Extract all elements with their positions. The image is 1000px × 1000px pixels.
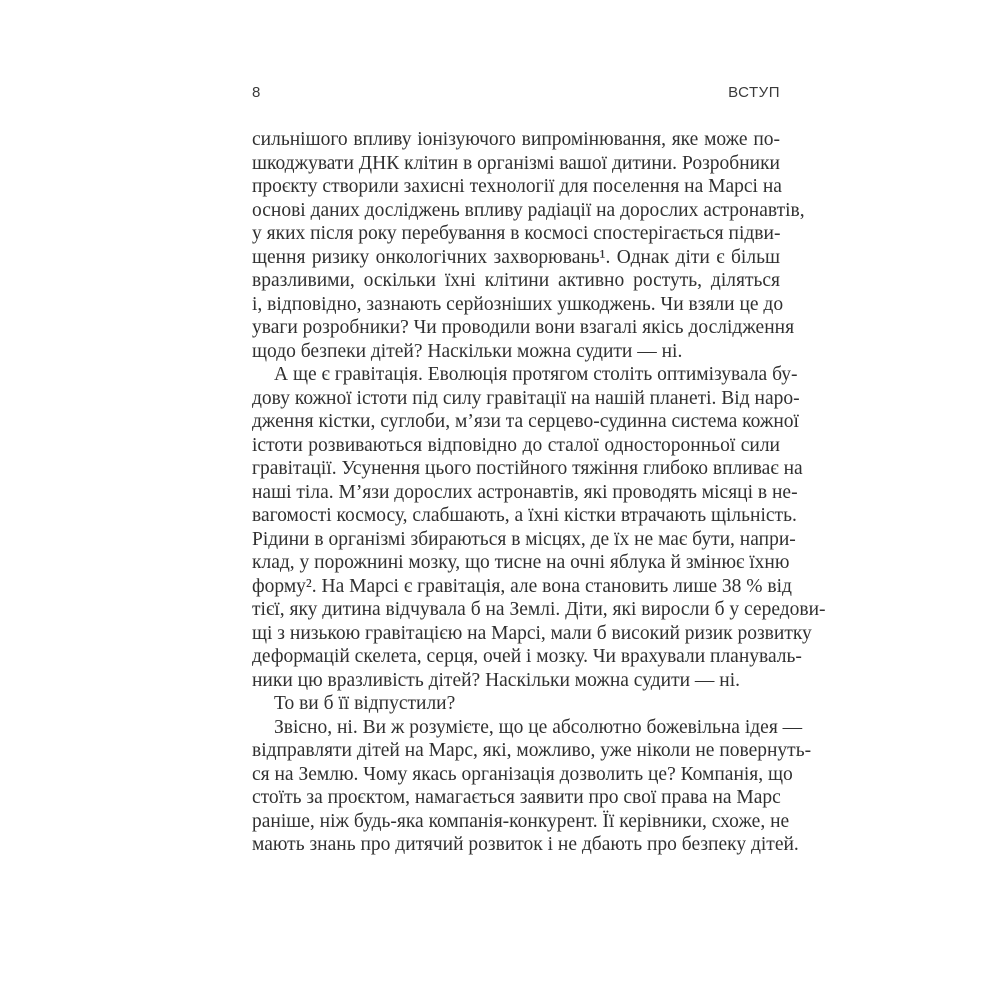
text-line: у яких після року перебування в космосі спостерігається підви- (252, 223, 781, 244)
text-line: і, відповідно, зазнають серйозніших ушкоджень. Чи взяли це до (252, 293, 784, 315)
body-text (252, 128, 826, 857)
text-line: щення ризику онкологічних захворювань¹. Однак діти є більш (252, 246, 780, 268)
text-line: дову кожної істоти під силу гравітації на нашій планеті. Від наро- (252, 387, 800, 409)
text-line: ся на Землю. Чому якась організація дозволить це? Компанія, що (252, 763, 793, 785)
text-line: мають знань про дитячий розвиток і не дбають про безпеку дітей. (252, 834, 799, 855)
text-line: форму². На Марсі є гравітація, але вона становить лише 38 % від (252, 575, 792, 597)
text-line: Рідини в організмі збираються в місцях, де їх не має бути, напри- (252, 528, 796, 550)
text-line: вразливими, оскільки їхні клітини активно ростуть, діляться (252, 270, 780, 291)
text-line: ники цю вразливість дітей? Наскільки можна судити — ні. (252, 669, 741, 691)
text-line: уваги розробники? Чи проводили вони взагалі якісь дослідження (252, 317, 795, 338)
text-line: основі даних досліджень впливу радіації на дорослих астронавтів, (252, 199, 805, 221)
text-line: сильнішого впливу іонізуючого випромінювання, яке може по- (252, 129, 780, 150)
text-line: істоти розвиваються відповідно до сталої односторонньої сили (252, 434, 780, 456)
text-line: клад, у порожнині мозку, що тисне на очні яблука й змінює їхню (252, 552, 790, 573)
text-line: раніше, ніж будь-яка компанія-конкурент. Її керівники, схоже, не (252, 810, 790, 832)
text-line: дження кістки, суглоби, м’язи та серцево-судинна система кожної (252, 411, 799, 432)
page-number: 8 (252, 84, 261, 101)
text-line: То ви б її відпустили? (274, 693, 456, 714)
text-line: проєкту створили захисні технології для поселення на Марсі на (252, 176, 782, 197)
text-line: щі з низькою гравітацією на Марсі, мали б високий ризик розвитку (252, 622, 812, 644)
text-line: щодо безпеки дітей? Наскільки можна судити — ні. (252, 340, 683, 362)
text-line: вагомості космосу, слабшають, а їхні кістки втрачають щільність. (252, 505, 797, 526)
running-head: ВСТУП (728, 84, 780, 101)
text-line: наші тіла. М’язи дорослих астронавтів, які проводять місяці в не- (252, 481, 798, 503)
page-header (252, 84, 780, 106)
text-line: деформацій скелета, серця, очей і мозку. Чи врахували плануваль- (252, 646, 802, 667)
text-line: А ще є гравітація. Еволюція протягом століть оптимізувала бу- (274, 364, 798, 385)
text-line: відправляти дітей на Марс, які, можливо, уже ніколи не повернуть- (252, 740, 812, 761)
text-line: шкоджувати ДНК клітин в організмі вашої дитини. Розробники (252, 152, 780, 174)
text-line: стоїть за проєктом, намагається заявити про свої права на Марс (252, 787, 781, 808)
text-line: Звісно, ні. Ви ж розумієте, що це абсолютно божевільна ідея — (274, 716, 803, 738)
text-line: тієї, яку дитина відчувала б на Землі. Діти, які виросли б у середови- (252, 599, 826, 620)
text-line: гравітації. Усунення цього постійного тяжіння глибоко впливає на (252, 458, 803, 479)
